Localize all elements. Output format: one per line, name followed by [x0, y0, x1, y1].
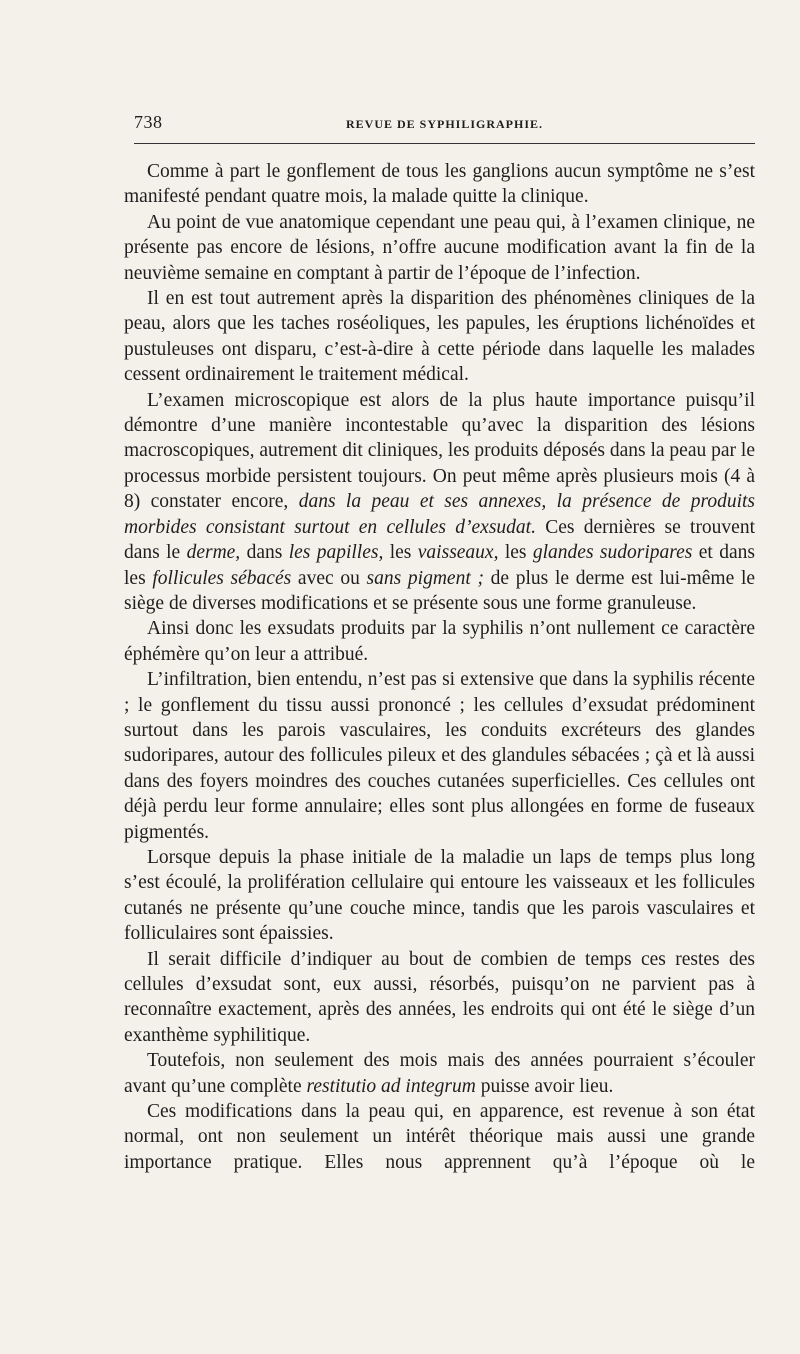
- italic-text: sans pigment ;: [366, 567, 484, 589]
- italic-text: follicules sébacés: [152, 567, 292, 589]
- italic-text: derme,: [186, 542, 241, 564]
- text-run: les: [383, 542, 418, 564]
- italic-text: restitutio ad integrum: [306, 1075, 476, 1097]
- paragraph: [124, 388, 755, 617]
- text-run: Il en est tout autrement après la disparition des phénomènes cliniques de la peau, alors que les taches roséoliques, les papules, les éruptions lichénoïdes et pustuleuses ont disparu, c’est-à-dire à cette période dans laquelle les malades cessent ordinairement le traitement médical.: [124, 288, 755, 386]
- italic-text: dans la peau et ses annexes, la présence de produits morbides consistant surtout en cellules d’exsudat.: [124, 491, 755, 538]
- text-run: les: [498, 542, 533, 564]
- paragraph: [124, 286, 755, 388]
- paragraph: [124, 845, 755, 947]
- paragraph: [124, 1099, 755, 1175]
- text-run: Lorsque depuis la phase initiale de la maladie un laps de temps plus long s’est écoulé, la prolifération cellulaire qui entoure les vaisseaux et les follicules cutanés ne présente qu’une couche mince, tandis que les parois vasculaires et folliculaires sont épaissies.: [124, 846, 755, 945]
- text-run: Ces modifications dans la peau qui, en apparence, est revenue à son état normal, ont non seulement un intérêt théorique mais aussi une grande importance pratique. Elles nous apprennent qu’à l’époque où le: [124, 1101, 755, 1173]
- text-run: L’examen microscopique est alors de la plus haute importance puisqu’il démontre d’une manière incontestable qu’avec la disparition des lésions macroscopiques, autrement dit cliniques, les produits déposés dans la peau par le processus morbide persistent toujours. On peut même après plusieurs mois (4 à 8) constater encore,: [124, 389, 755, 513]
- page-number: 738: [134, 112, 163, 132]
- text-run: Comme à part le gonflement de tous les ganglions aucun symptôme ne s’est manifesté pendant quatre mois, la malade quitte la clinique.: [124, 161, 755, 208]
- text-run: avec ou: [291, 567, 367, 589]
- text-run: Au point de vue anatomique cependant une peau qui, à l’examen clinique, ne présente pas encore de lésions, n’offre aucune modification avant la fin de la neuvième semaine en comptant à partir de l’époque de l’infection.: [124, 211, 755, 284]
- running-title: REVUE DE SYPHILIGRAPHIE.: [345, 117, 544, 131]
- paragraph: [124, 210, 755, 286]
- paragraph: [124, 1048, 755, 1099]
- page-header: [134, 112, 755, 132]
- text-run: L’infiltration, bien entendu, n’est pas si extensive que dans la syphilis récente ; le gonflement du tissu aussi prononcé ; les cellules d’exsudat prédominent surtout dans les parois vasculaires, les conduits excréteurs des glandes sudoripares, autour des follicules pileux et des glandules sébacées ; çà et là aussi dans des foyers moindres des couches cutanées superficielles. Ces cellules ont déjà perdu leur forme annulaire; elles sont plus allongées en forme de fuseaux pigmentés.: [124, 669, 755, 843]
- header-rule: [134, 143, 755, 144]
- text-run: Ainsi donc les exsudats produits par la syphilis n’ont nullement ce caractère éphémère qu’on leur a attribué.: [124, 618, 755, 665]
- paragraph: [124, 616, 755, 667]
- text-run: dans: [240, 542, 289, 564]
- text-run: et dans les: [124, 542, 755, 589]
- text-run: Ces dernières se trouvent dans le: [124, 516, 756, 564]
- paragraph: [124, 947, 755, 1049]
- text-run: de plus le derme est lui-même le siège de diverses modifications et se présente sous une forme granuleuse.: [124, 567, 756, 614]
- italic-text: glandes sudoripares: [532, 542, 693, 564]
- italic-text: les papilles,: [288, 542, 384, 564]
- text-run: Il serait difficile d’indiquer au bout de combien de temps ces restes des cellules d’exsudat sont, eux aussi, résorbés, puisqu’on ne parvient pas à reconnaître exactement, après des années, les endroits qui ont été le siège d’un exanthème syphilitique.: [124, 948, 755, 1046]
- paragraph: [124, 667, 755, 845]
- body-text: [124, 159, 755, 1175]
- italic-text: vaisseaux,: [417, 542, 499, 564]
- paragraph: [124, 159, 755, 210]
- text-run: Toutefois, non seulement des mois mais des années pourraient s’écouler avant qu’une complète: [124, 1050, 755, 1097]
- text-run: puisse avoir lieu.: [475, 1075, 614, 1097]
